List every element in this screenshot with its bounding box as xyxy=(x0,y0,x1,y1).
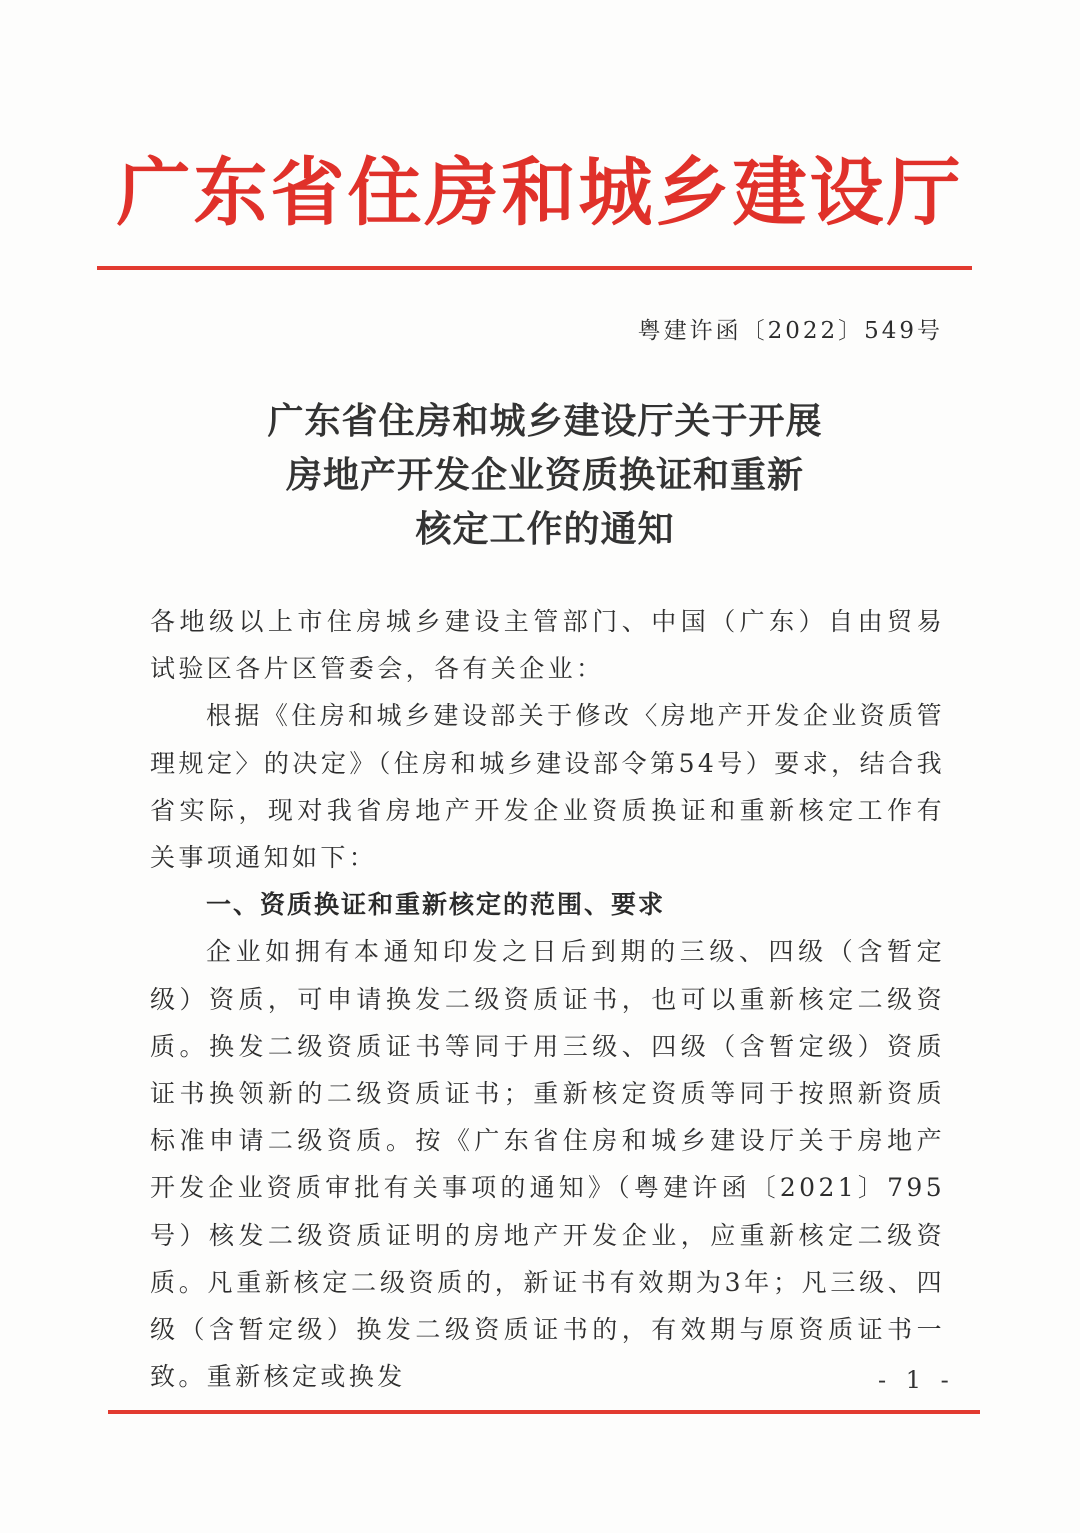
section-1-paragraph: 企业如拥有本通知印发之日后到期的三级、四级（含暂定级）资质，可申请换发二级资质证书，也可以重新核定二级资质。换发二级资质证书等同于用三级、四级（含暂定级）资质证书换领新的二级资质证书；重新核定资质等同于按照新资质标准申请二级资质。按《广东省住房和城乡建设厅关于房地产开发企业资质审批有关事项的通知》（粤建许函〔2021〕795号）核发二级资质证明的房地产开发企业，应重新核定二级资质。凡重新核定二级资质的，新证书有效期为3年；凡三级、四级（含暂定级）换发二级资质证书的，有效期与原资质证书一致。重新核定或换发 xyxy=(150,937,945,1392)
document-title xyxy=(120,395,970,557)
page-number: - 1 - xyxy=(878,1366,955,1394)
red-separator-line xyxy=(97,266,972,270)
title-line-2: 房地产开发企业资质换证和重新 xyxy=(285,455,804,496)
section-heading-1: 一、资质换证和重新核定的范围、要求 xyxy=(206,890,666,920)
intro-paragraph: 根据《住房和城乡建设部关于修改〈房地产开发企业资质管理规定〉的决定》（住房和城乡建设部令第54号）要求，结合我省实际，现对我省房地产开发企业资质换证和重新核定工作有关事项通知如下： xyxy=(150,701,945,873)
issuing-authority-header: 广东省住房和城乡建设厅 xyxy=(116,150,964,236)
title-line-1: 广东省住房和城乡建设厅关于开展 xyxy=(267,401,823,442)
document-number: 粤建许函〔2022〕549号 xyxy=(637,318,943,344)
title-line-3: 核定工作的通知 xyxy=(415,509,675,550)
document-body xyxy=(150,598,945,1400)
addressee-paragraph: 各地级以上市住房城乡建设主管部门、中国（广东）自由贸易试验区各片区管委会，各有关企业： xyxy=(150,607,945,684)
footer-red-line xyxy=(108,1410,980,1414)
